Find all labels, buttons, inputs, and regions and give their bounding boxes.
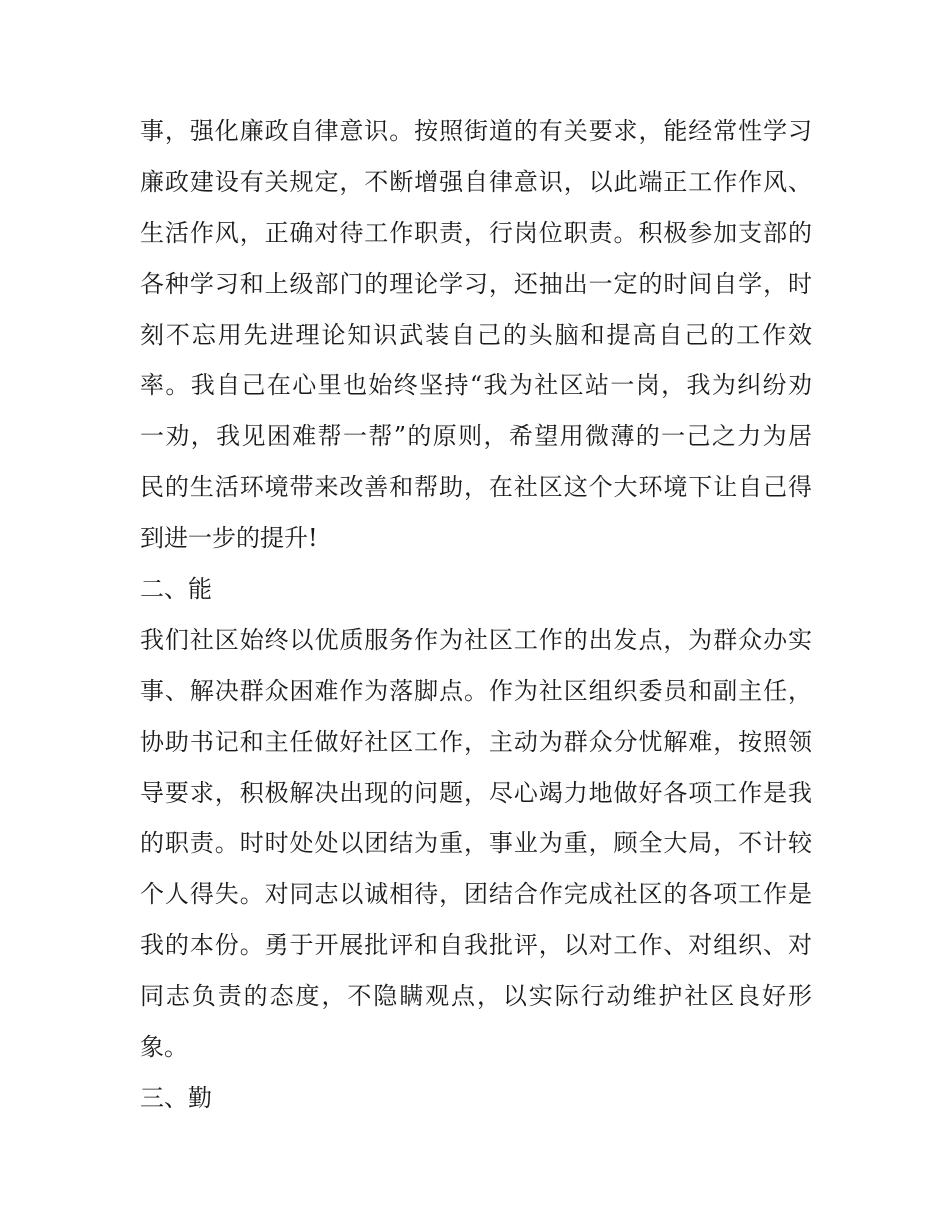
paragraph-line: 一劝，我见困难帮一帮”的原则，希望用微薄的一己之力为居 [140,422,812,451]
paragraph-line: 同志负责的态度，不隐瞒观点，以实际行动维护社区良好形 [140,982,812,1011]
paragraph-line: 到进一步的提升! [140,524,318,553]
paragraph-line: 民的生活环境带来改善和帮助，在社区这个大环境下让自己得 [140,473,812,502]
paragraph-line: 刻不忘用先进理论知识武装自己的头脑和提高自己的工作效 [140,320,812,349]
paragraph-line: 我的本份。勇于开展批评和自我批评，以对工作、对组织、对 [140,931,812,960]
paragraph-line: 事、解决群众困难作为落脚点。作为社区组织委员和副主任， [140,676,812,705]
paragraph-line: 廉政建设有关规定，不断增强自律意识，以此端正工作作风、 [140,167,812,196]
section-heading: 三、勤 [140,1083,212,1112]
paragraph-line: 事，强化廉政自律意识。按照街道的有关要求，能经常性学习 [140,117,812,145]
paragraph-line: 率。我自己在心里也始终坚持“我为社区站一岗，我为纠纷劝 [140,371,812,400]
paragraph-line: 生活作风，正确对待工作职责，行岗位职责。积极参加支部的 [140,218,812,247]
paragraph-line: 个人得失。对同志以诚相待，团结合作完成社区的各项工作是 [140,880,812,909]
paragraph-line: 导要求，积极解决出现的问题，尽心竭力地做好各项工作是我 [140,778,812,807]
paragraph-line: 各种学习和上级部门的理论学习，还抽出一定的时间自学，时 [140,269,812,298]
paragraph-line: 协助书记和主任做好社区工作，主动为群众分忧解难，按照领 [140,727,812,756]
document-body [140,106,812,1124]
paragraph-line: 的职责。时时处处以团结为重，事业为重，顾全大局，不计较 [140,829,812,858]
section-heading: 二、能 [140,575,212,604]
paragraph-line: 我们社区始终以优质服务作为社区工作的出发点，为群众办实 [140,625,812,654]
paragraph-line: 象。 [140,1033,188,1062]
